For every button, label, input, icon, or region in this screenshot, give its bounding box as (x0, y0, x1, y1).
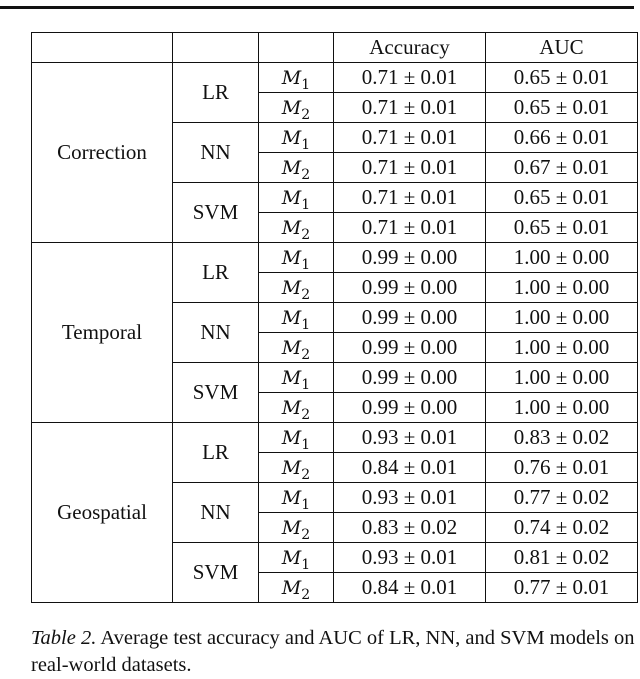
accuracy-cell: 0.99 ± 0.00 (334, 243, 486, 273)
variant-subscript-wrap (301, 307, 311, 333)
variant-symbol: M (281, 127, 302, 149)
variant-subscript: 1 (301, 317, 311, 333)
variant-subscript-wrap (301, 277, 311, 303)
header-row (32, 33, 638, 63)
variant-cell (259, 123, 334, 153)
variant-symbol: M (281, 277, 302, 299)
variant-symbol: M (281, 577, 302, 599)
table-row (32, 63, 638, 93)
table-caption (31, 625, 640, 679)
variant-symbol: M (281, 427, 302, 449)
variant-cell (259, 363, 334, 393)
accuracy-cell: 0.71 ± 0.01 (334, 183, 486, 213)
variant-subscript-wrap (301, 427, 311, 453)
variant-subscript: 2 (301, 347, 311, 363)
accuracy-cell: 0.71 ± 0.01 (334, 63, 486, 93)
header-cell (173, 33, 259, 63)
auc-cell: 1.00 ± 0.00 (486, 393, 638, 423)
variant-subscript: 2 (301, 407, 311, 423)
variant-cell (259, 453, 334, 483)
variant-subscript: 2 (301, 467, 311, 483)
variant-subscript-wrap (301, 577, 311, 603)
accuracy-cell: 0.84 ± 0.01 (334, 453, 486, 483)
accuracy-cell: 0.99 ± 0.00 (334, 303, 486, 333)
variant-cell (259, 213, 334, 243)
auc-cell: 0.65 ± 0.01 (486, 183, 638, 213)
header-cell (32, 33, 173, 63)
auc-cell: 0.65 ± 0.01 (486, 213, 638, 243)
accuracy-cell: 0.71 ± 0.01 (334, 93, 486, 123)
header-cell (259, 33, 334, 63)
variant-subscript: 1 (301, 497, 311, 513)
variant-cell (259, 573, 334, 603)
accuracy-cell: 0.84 ± 0.01 (334, 573, 486, 603)
variant-symbol: M (281, 217, 302, 239)
variant-subscript-wrap (301, 97, 311, 123)
variant-cell (259, 543, 334, 573)
accuracy-cell: 0.93 ± 0.01 (334, 423, 486, 453)
caption-label: Table 2. (31, 627, 97, 649)
variant-subscript: 2 (301, 167, 311, 183)
variant-symbol: M (281, 397, 302, 419)
variant-subscript-wrap (301, 367, 311, 393)
variant-cell (259, 183, 334, 213)
model-cell: SVM (173, 183, 259, 243)
variant-subscript-wrap (301, 217, 311, 243)
variant-cell (259, 273, 334, 303)
variant-symbol: M (281, 187, 302, 209)
auc-cell: 0.83 ± 0.02 (486, 423, 638, 453)
auc-cell: 0.76 ± 0.01 (486, 453, 638, 483)
variant-cell (259, 393, 334, 423)
accuracy-cell: 0.93 ± 0.01 (334, 483, 486, 513)
variant-subscript: 2 (301, 527, 311, 543)
variant-symbol: M (281, 247, 302, 269)
auc-cell: 0.77 ± 0.02 (486, 483, 638, 513)
auc-cell: 1.00 ± 0.00 (486, 333, 638, 363)
variant-symbol: M (281, 97, 302, 119)
table-row (32, 243, 638, 273)
auc-cell: 1.00 ± 0.00 (486, 303, 638, 333)
variant-subscript-wrap (301, 157, 311, 183)
variant-symbol: M (281, 367, 302, 389)
model-cell: SVM (173, 543, 259, 603)
auc-cell: 0.65 ± 0.01 (486, 93, 638, 123)
variant-symbol: M (281, 157, 302, 179)
variant-subscript: 1 (301, 257, 311, 273)
variant-cell (259, 333, 334, 363)
auc-cell: 0.74 ± 0.02 (486, 513, 638, 543)
variant-subscript: 1 (301, 197, 311, 213)
model-cell: LR (173, 423, 259, 483)
accuracy-cell: 0.99 ± 0.00 (334, 363, 486, 393)
auc-cell: 0.77 ± 0.01 (486, 573, 638, 603)
table-body (32, 63, 638, 603)
table-figure (31, 32, 640, 679)
variant-symbol: M (281, 547, 302, 569)
variant-symbol: M (281, 337, 302, 359)
variant-subscript: 1 (301, 137, 311, 153)
auc-cell: 0.65 ± 0.01 (486, 63, 638, 93)
variant-subscript: 2 (301, 287, 311, 303)
dataset-cell: Correction (32, 63, 173, 243)
accuracy-cell: 0.83 ± 0.02 (334, 513, 486, 543)
variant-subscript-wrap (301, 337, 311, 363)
variant-subscript-wrap (301, 187, 311, 213)
variant-cell (259, 243, 334, 273)
variant-subscript: 1 (301, 77, 311, 93)
variant-symbol: M (281, 67, 302, 89)
dataset-cell: Geospatial (32, 423, 173, 603)
accuracy-cell: 0.93 ± 0.01 (334, 543, 486, 573)
caption-text: Average test accuracy and AUC of LR, NN, and SVM models on real-world datasets. (31, 627, 635, 676)
variant-cell (259, 483, 334, 513)
table-row (32, 423, 638, 453)
variant-cell (259, 303, 334, 333)
accuracy-cell: 0.71 ± 0.01 (334, 123, 486, 153)
results-table (31, 32, 638, 603)
model-cell: LR (173, 243, 259, 303)
variant-cell (259, 93, 334, 123)
variant-subscript: 2 (301, 587, 311, 603)
variant-subscript: 1 (301, 377, 311, 393)
variant-subscript-wrap (301, 457, 311, 483)
auc-cell: 1.00 ± 0.00 (486, 243, 638, 273)
accuracy-cell: 0.99 ± 0.00 (334, 393, 486, 423)
model-cell: NN (173, 483, 259, 543)
variant-subscript-wrap (301, 487, 311, 513)
variant-symbol: M (281, 517, 302, 539)
accuracy-cell: 0.99 ± 0.00 (334, 273, 486, 303)
auc-cell: 0.66 ± 0.01 (486, 123, 638, 153)
accuracy-cell: 0.71 ± 0.01 (334, 153, 486, 183)
variant-subscript: 2 (301, 227, 311, 243)
variant-subscript-wrap (301, 67, 311, 93)
variant-subscript-wrap (301, 517, 311, 543)
variant-subscript-wrap (301, 397, 311, 423)
dataset-cell: Temporal (32, 243, 173, 423)
variant-symbol: M (281, 307, 302, 329)
model-cell: LR (173, 63, 259, 123)
variant-symbol: M (281, 457, 302, 479)
variant-subscript-wrap (301, 127, 311, 153)
auc-cell: 0.81 ± 0.02 (486, 543, 638, 573)
variant-subscript-wrap (301, 247, 311, 273)
variant-subscript: 1 (301, 437, 311, 453)
header-auc: AUC (486, 33, 638, 63)
variant-cell (259, 153, 334, 183)
header-accuracy: Accuracy (334, 33, 486, 63)
model-cell: SVM (173, 363, 259, 423)
variant-subscript-wrap (301, 547, 311, 573)
auc-cell: 0.67 ± 0.01 (486, 153, 638, 183)
model-cell: NN (173, 303, 259, 363)
model-cell: NN (173, 123, 259, 183)
accuracy-cell: 0.99 ± 0.00 (334, 333, 486, 363)
accuracy-cell: 0.71 ± 0.01 (334, 213, 486, 243)
auc-cell: 1.00 ± 0.00 (486, 363, 638, 393)
variant-subscript: 1 (301, 557, 311, 573)
variant-cell (259, 63, 334, 93)
variant-cell (259, 423, 334, 453)
variant-symbol: M (281, 487, 302, 509)
auc-cell: 1.00 ± 0.00 (486, 273, 638, 303)
variant-cell (259, 513, 334, 543)
top-rule (0, 6, 634, 9)
variant-subscript: 2 (301, 107, 311, 123)
